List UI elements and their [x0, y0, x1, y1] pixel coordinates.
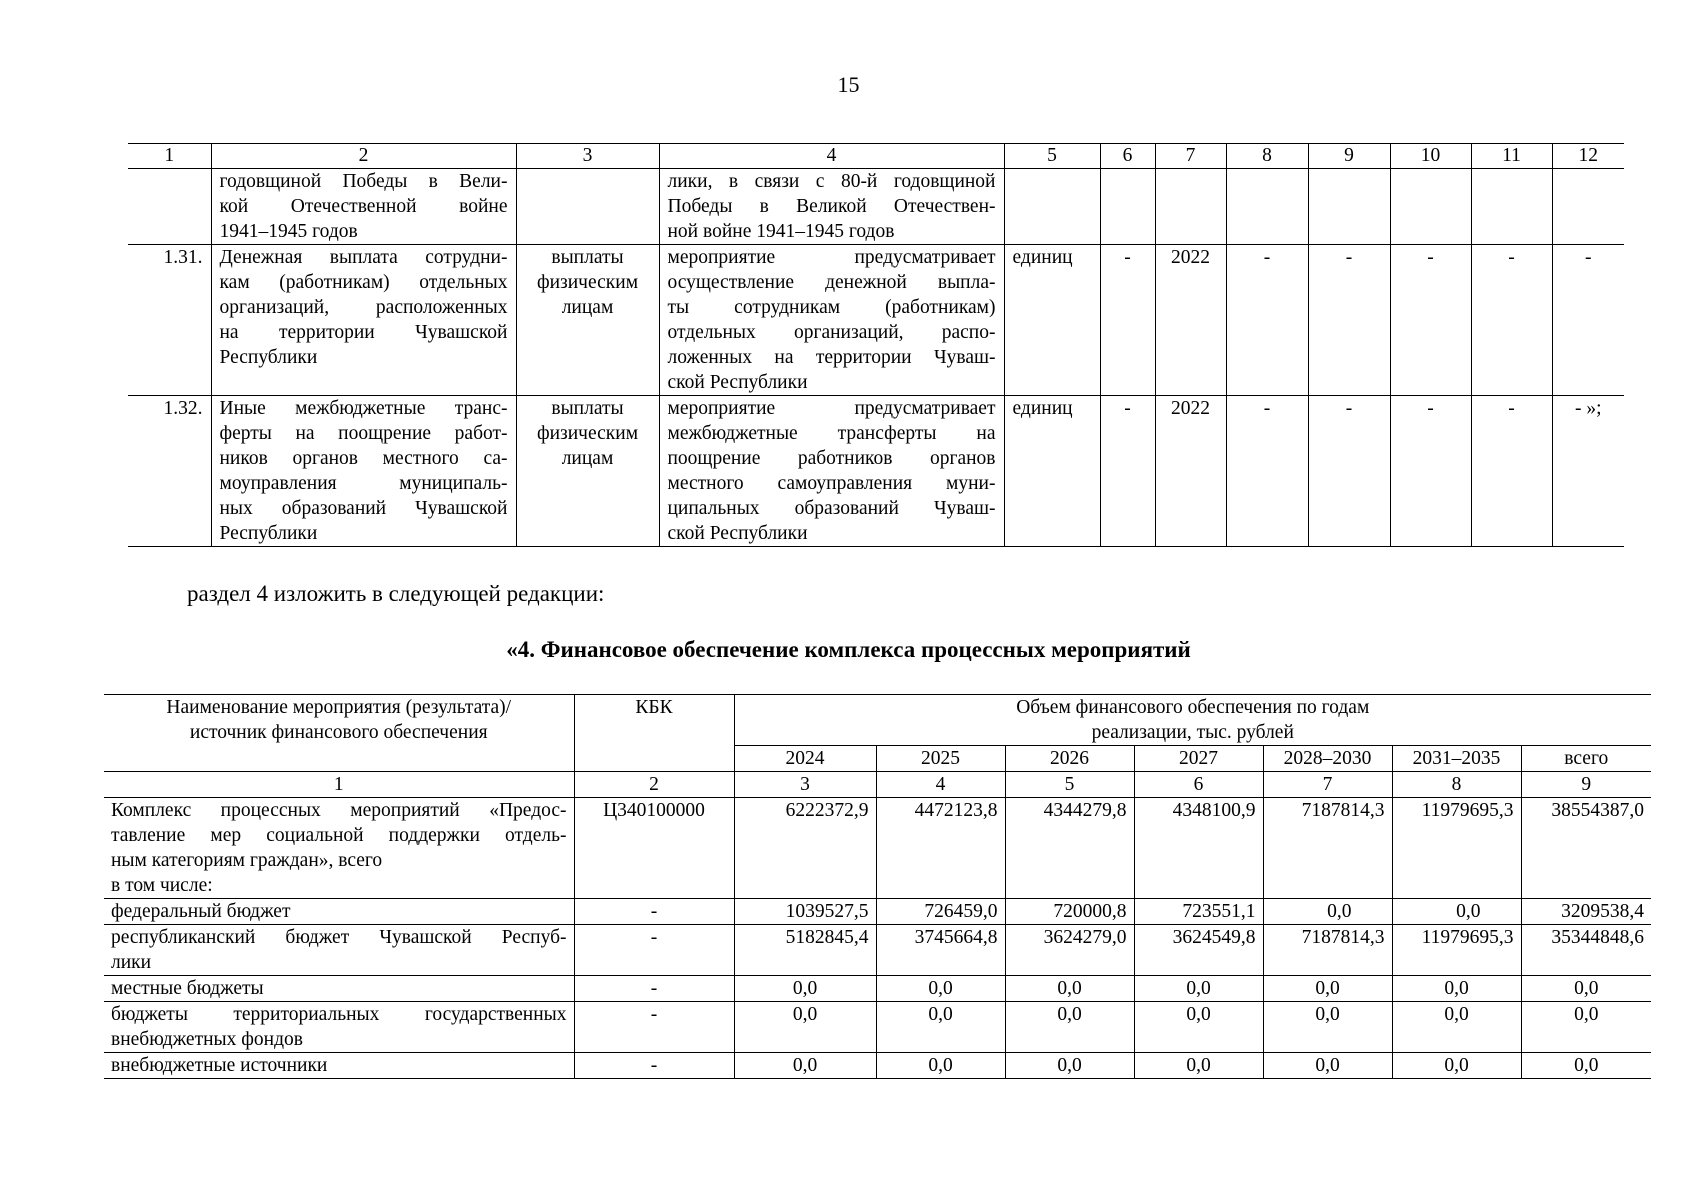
text-line: Денежная выплата сотрудни-	[219, 247, 508, 268]
column-number-row	[104, 772, 1651, 798]
amount-cell: 0,0	[1392, 976, 1521, 1002]
text-line: ты сотрудникам (работникам)	[667, 297, 996, 318]
col-number: 2	[574, 772, 734, 798]
text-line: ложенных на территории Чуваш-	[667, 347, 996, 368]
amount-cell: 3624279,0	[1005, 925, 1134, 976]
table-row	[104, 976, 1651, 1002]
measures-table	[128, 143, 1624, 547]
col-number: 2	[211, 144, 516, 169]
col-number: 7	[1263, 772, 1392, 798]
year-header: 2026	[1005, 746, 1134, 772]
text-line: мероприятие предусматривает	[667, 247, 996, 268]
table-row	[104, 798, 1651, 899]
amount-cell: 5182845,4	[734, 925, 876, 976]
text-line: ников органов местного са-	[219, 448, 508, 469]
text-line: ным категориям граждан», всего	[111, 850, 383, 871]
year-cell: 2022	[1155, 396, 1226, 547]
value-cell: -	[1552, 245, 1624, 396]
amount-cell: 0,0	[1134, 1053, 1263, 1079]
text-line: 1941–1945 годов	[219, 221, 358, 242]
value-cell: -	[1226, 245, 1308, 396]
col-number: 10	[1390, 144, 1471, 169]
text-line: республиканский бюджет Чувашской Респуб-	[111, 927, 567, 948]
year-header: 2031–2035	[1392, 746, 1521, 772]
header-row	[104, 695, 1651, 746]
header-volume	[734, 695, 1651, 746]
amount-cell: 0,0	[1005, 1002, 1134, 1053]
text-line: местного самоуправления муни-	[667, 473, 996, 494]
text-line: Победы в Великой Отечествен-	[667, 196, 996, 217]
col-number: 1	[128, 144, 211, 169]
amount-cell: 0,0	[1263, 1053, 1392, 1079]
value-cell: - »;	[1552, 396, 1624, 547]
text-line: моуправления муниципаль-	[219, 473, 508, 494]
amount-cell: 0,0	[1263, 899, 1392, 925]
header-kbk: КБК	[574, 695, 734, 772]
amount-cell: 7187814,3	[1263, 798, 1392, 899]
table-row	[128, 245, 1624, 396]
table-row	[104, 1002, 1651, 1053]
source-name	[104, 798, 574, 899]
amount-cell: 4344279,8	[1005, 798, 1134, 899]
amount-cell: 720000,8	[1005, 899, 1134, 925]
col-number: 6	[1134, 772, 1263, 798]
amount-cell: 4348100,9	[1134, 798, 1263, 899]
value-cell: -	[1100, 396, 1155, 547]
value-cell: -	[1471, 245, 1552, 396]
amount-cell: 723551,1	[1134, 899, 1263, 925]
text-line: кой Отечественной войне	[219, 196, 508, 217]
text-line: лицам	[561, 448, 614, 469]
value-cell: -	[1471, 396, 1552, 547]
text-line: ской Республики	[667, 372, 808, 393]
amount-cell: 0,0	[1521, 1002, 1651, 1053]
value-cell: -	[1226, 396, 1308, 547]
kbk-cell: -	[574, 1002, 734, 1053]
text-line: ферты на поощрение работ-	[219, 423, 508, 444]
amount-cell: 38554387,0	[1521, 798, 1651, 899]
year-header: всего	[1521, 746, 1651, 772]
col-number: 5	[1005, 772, 1134, 798]
value-cell: -	[1100, 245, 1155, 396]
col-number: 7	[1155, 144, 1226, 169]
text-line: бюджеты территориальных государственных	[111, 1004, 567, 1025]
amount-cell: 0,0	[1005, 976, 1134, 1002]
col-number: 5	[1004, 144, 1100, 169]
text-line: местные бюджеты	[111, 978, 264, 999]
kbk-cell: Ц340100000	[574, 798, 734, 899]
text-line: выплаты	[551, 247, 624, 268]
amount-cell: 3745664,8	[876, 925, 1005, 976]
text-line: реализации, тыс. рублей	[1091, 722, 1294, 743]
measure-description	[659, 396, 1004, 547]
text-line: федеральный бюджет	[111, 901, 291, 922]
text-line: лики, в связи с 80-й годовщиной	[667, 171, 996, 192]
year-header: 2024	[734, 746, 876, 772]
table-row	[104, 925, 1651, 976]
amount-cell: 0,0	[1521, 1053, 1651, 1079]
header-name	[104, 695, 574, 772]
instruction-paragraph: раздел 4 изложить в следующей редакции:	[187, 581, 605, 606]
amount-cell: 6222372,9	[734, 798, 876, 899]
amount-cell: 11979695,3	[1392, 925, 1521, 976]
text-line: Иные межбюджетные транс-	[219, 398, 508, 419]
amount-cell: 11979695,3	[1392, 798, 1521, 899]
text-line: ной войне 1941–1945 годов	[667, 221, 895, 242]
measure-name	[211, 169, 516, 245]
amount-cell: 7187814,3	[1263, 925, 1392, 976]
text-line: тавление мер социальной поддержки отдель-	[111, 825, 567, 846]
section-title: «4. Финансовое обеспечение комплекса процессных мероприятий	[506, 637, 1191, 662]
kbk-cell: -	[574, 1053, 734, 1079]
text-line: организаций, расположенных	[219, 297, 508, 318]
amount-cell: 0,0	[1392, 1002, 1521, 1053]
col-number: 4	[876, 772, 1005, 798]
col-number: 6	[1100, 144, 1155, 169]
amount-cell: 1039527,5	[734, 899, 876, 925]
measure-description	[659, 169, 1004, 245]
amount-cell: 0,0	[1005, 1053, 1134, 1079]
amount-cell: 4472123,8	[876, 798, 1005, 899]
amount-cell: 0,0	[876, 1053, 1005, 1079]
text-line: кам (работникам) отдельных	[219, 272, 508, 293]
text-line: в том числе:	[111, 875, 213, 896]
table-row	[128, 169, 1624, 245]
source-name	[104, 976, 574, 1002]
measure-description	[659, 245, 1004, 396]
text-line: на территории Чувашской	[219, 322, 508, 343]
year-cell: 2022	[1155, 245, 1226, 396]
measure-name	[211, 245, 516, 396]
text-line: Комплекс процессных мероприятий «Предос-	[111, 800, 567, 821]
text-line: источник финансового обеспечения	[189, 722, 488, 743]
measure-type	[516, 245, 659, 396]
text-line: лики	[111, 952, 152, 973]
unit-cell: единиц	[1004, 245, 1100, 396]
source-name	[104, 1053, 574, 1079]
source-name	[104, 925, 574, 976]
col-number: 9	[1521, 772, 1651, 798]
kbk-cell: -	[574, 976, 734, 1002]
text-line: Объем финансового обеспечения по годам	[1016, 697, 1370, 718]
amount-cell: 3624549,8	[1134, 925, 1263, 976]
amount-cell: 0,0	[734, 976, 876, 1002]
text-line: внебюджетных фондов	[111, 1029, 303, 1050]
text-line: лицам	[561, 297, 614, 318]
row-number: 1.31.	[128, 245, 211, 396]
financing-table	[104, 694, 1651, 1079]
amount-cell: 0,0	[1392, 1053, 1521, 1079]
source-name	[104, 899, 574, 925]
year-header: 2028–2030	[1263, 746, 1392, 772]
year-header: 2027	[1134, 746, 1263, 772]
col-number: 3	[734, 772, 876, 798]
unit-cell: единиц	[1004, 396, 1100, 547]
amount-cell: 3209538,4	[1521, 899, 1651, 925]
text-line: внебюджетные источники	[111, 1055, 328, 1076]
value-cell: -	[1308, 245, 1390, 396]
text-line: отдельных организаций, распо-	[667, 322, 996, 343]
table-row	[128, 396, 1624, 547]
text-line: ных образований Чувашской	[219, 498, 508, 519]
table-row	[104, 899, 1651, 925]
kbk-cell: -	[574, 899, 734, 925]
amount-cell: 726459,0	[876, 899, 1005, 925]
col-number: 9	[1308, 144, 1390, 169]
text-line: осуществление денежной выпла-	[667, 272, 996, 293]
text-line: мероприятие предусматривает	[667, 398, 996, 419]
table-row	[104, 1053, 1651, 1079]
col-number: 4	[659, 144, 1004, 169]
amount-cell: 0,0	[1134, 1002, 1263, 1053]
text-line: физическим	[536, 423, 639, 444]
col-number: 1	[104, 772, 574, 798]
page-number: 15	[837, 72, 860, 97]
text-line: Наименование мероприятия (результата)/	[166, 697, 512, 718]
text-line: ципальных образований Чуваш-	[667, 498, 996, 519]
col-number: 8	[1226, 144, 1308, 169]
amount-cell: 0,0	[1263, 976, 1392, 1002]
col-number: 11	[1471, 144, 1552, 169]
text-line: ской Республики	[667, 523, 808, 544]
text-line: выплаты	[551, 398, 624, 419]
col-number: 3	[516, 144, 659, 169]
text-line: Республики	[219, 523, 318, 544]
text-line: поощрение работников органов	[667, 448, 996, 469]
amount-cell: 0,0	[1521, 976, 1651, 1002]
amount-cell: 0,0	[1263, 1002, 1392, 1053]
text-line: годовщиной Победы в Вели-	[219, 171, 508, 192]
amount-cell: 0,0	[876, 976, 1005, 1002]
text-line: физическим	[536, 272, 639, 293]
measure-type	[516, 396, 659, 547]
text-line: Республики	[219, 347, 318, 368]
value-cell: -	[1308, 396, 1390, 547]
col-number: 8	[1392, 772, 1521, 798]
amount-cell: 0,0	[876, 1002, 1005, 1053]
measure-name	[211, 396, 516, 547]
year-header: 2025	[876, 746, 1005, 772]
amount-cell: 0,0	[1392, 899, 1521, 925]
col-number: 12	[1552, 144, 1624, 169]
column-number-row	[128, 144, 1624, 169]
row-number: 1.32.	[128, 396, 211, 547]
amount-cell: 35344848,6	[1521, 925, 1651, 976]
amount-cell: 0,0	[1134, 976, 1263, 1002]
amount-cell: 0,0	[734, 1002, 876, 1053]
amount-cell: 0,0	[734, 1053, 876, 1079]
kbk-cell: -	[574, 925, 734, 976]
text-line: межбюджетные трансферты на	[667, 423, 996, 444]
value-cell: -	[1390, 245, 1471, 396]
value-cell: -	[1390, 396, 1471, 547]
source-name	[104, 1002, 574, 1053]
